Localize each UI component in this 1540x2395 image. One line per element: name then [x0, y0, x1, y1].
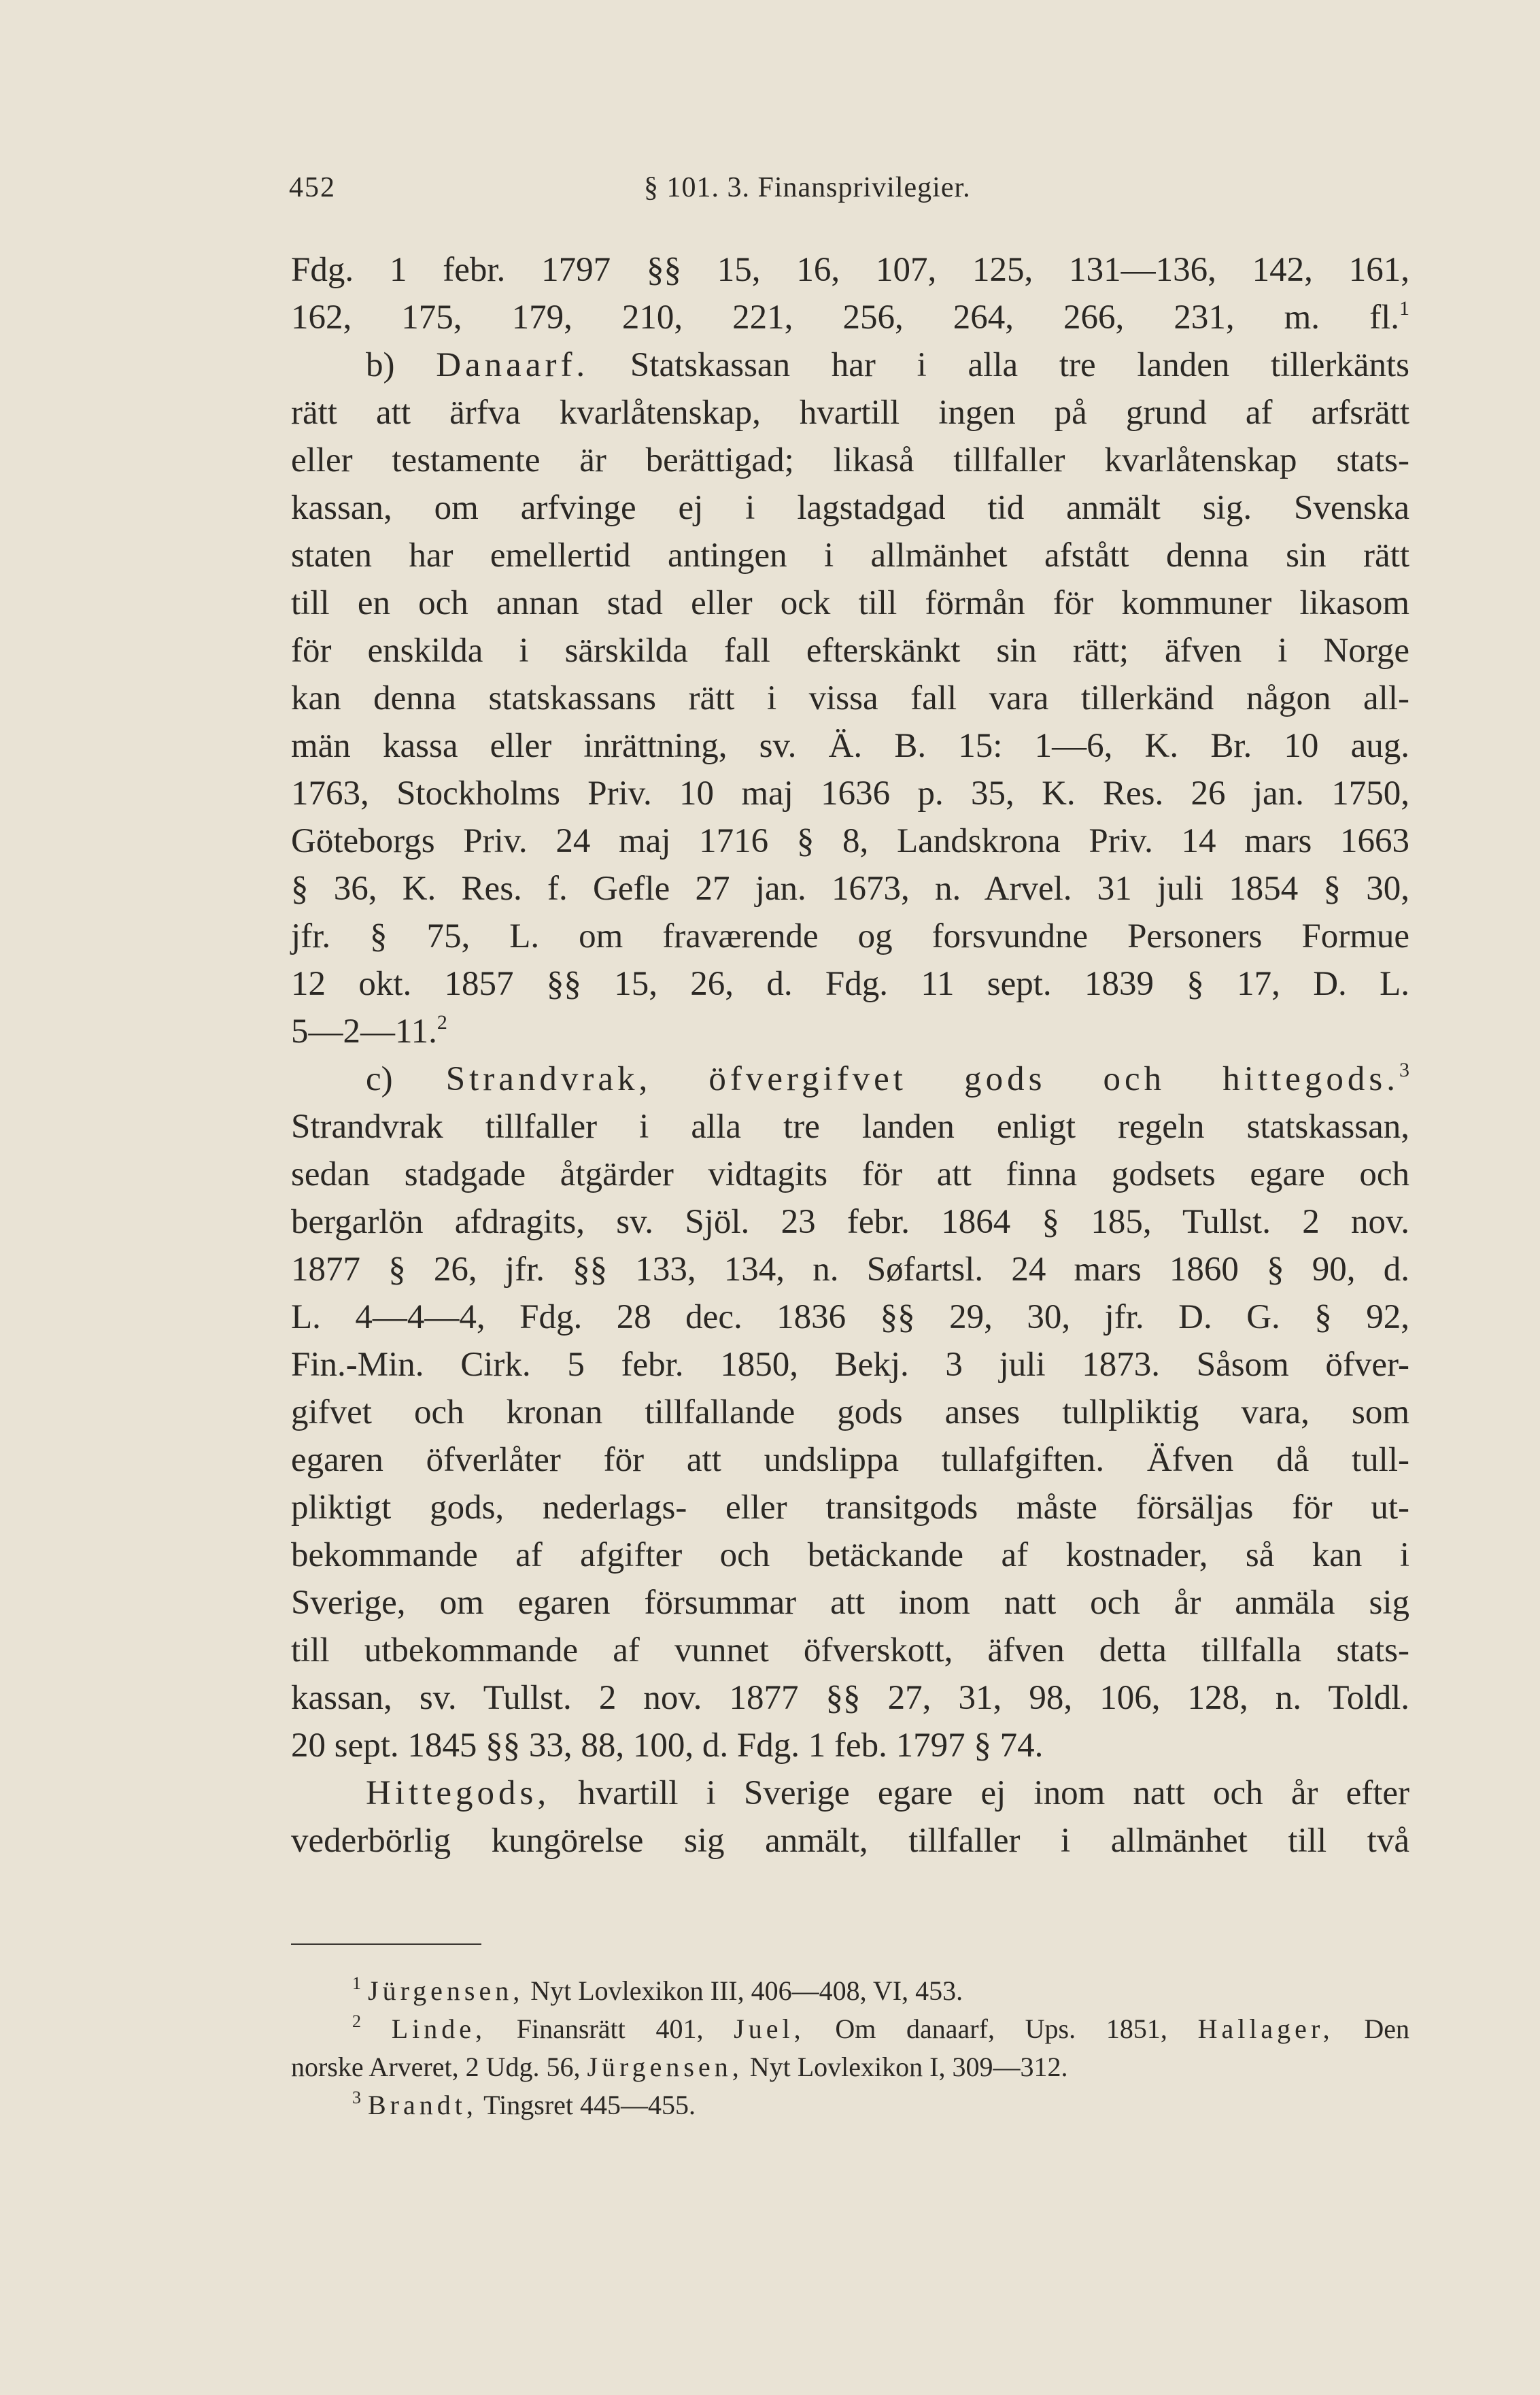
footnote-author: Jürgensen,: [587, 2052, 743, 2082]
footnote-2-continued: norske Arveret, 2 Udg. 56, Jürgensen, Nyt Lovlexikon I, 309—312.: [291, 2052, 1068, 2082]
text-line: Fin.-Min. Cirk. 5 febr. 1850, Bekj. 3 juli 1873. Såsom öfver-: [291, 1346, 1409, 1384]
text-line: kan denna statskassans rätt i vissa fall vara tillerkänd någon all-: [291, 679, 1409, 717]
footnote-3: $^3$ Brandt, Tingsret 445—455.: [352, 2088, 696, 2120]
page-header: [289, 171, 1411, 219]
text-line: 162, 175, 179, 210, 221, 256, 264, 266, 231, m. fl.$^1$: [291, 297, 1409, 337]
text-line: till utbekommande af vunnet öfverskott, äfven detta tillfalla stats-: [291, 1631, 1409, 1669]
text-line: staten har emellertid antingen i allmänhet afstått denna sin rätt: [291, 537, 1409, 575]
text-line: gifvet och kronan tillfallande gods anses tullpliktig vara, som: [291, 1393, 1409, 1431]
running-title: § 101. 3. Finansprivilegier.: [644, 172, 971, 203]
text-line: sedan stadgade åtgärder vidtagits för att finna godsets egare och: [291, 1155, 1409, 1193]
text-line: jfr. § 75, L. om fraværende og forsvundne Personers Formue: [291, 917, 1409, 955]
section-heading-danaarf: Danaarf.: [436, 346, 589, 384]
section-heading-hittegods: Hittegods,: [366, 1774, 551, 1812]
footnote-ref: 1: [1399, 297, 1409, 320]
footnote-ref: 2: [437, 1011, 447, 1034]
text-line: till en och annan stad eller ock till förmån för kommuner likasom: [291, 584, 1409, 622]
text-line: 1877 § 26, jfr. §§ 133, 134, n. Søfartsl. 24 mars 1860 § 90, d.: [291, 1251, 1409, 1289]
section-heading-strandvrak: Strandvrak, öfvergifvet gods och hittegods.: [445, 1060, 1399, 1098]
text-line: c) Strandvrak, öfvergifvet gods och hittegods.$^3$: [366, 1059, 1409, 1098]
text-line: eller testamente är berättigad; likaså tillfaller kvarlåtenskap stats-: [291, 441, 1409, 479]
text-line: pliktigt gods, nederlags- eller transitgods måste försäljas för ut-: [291, 1489, 1409, 1527]
text-line: Strandvrak tillfaller i alla tre landen enligt regeln statskassan,: [291, 1108, 1409, 1146]
text-line: vederbörlig kungörelse sig anmält, tillfaller i allmänhet till två: [291, 1822, 1409, 1860]
text-line: § 36, K. Res. f. Gefle 27 jan. 1673, n. Arvel. 31 juli 1854 § 30,: [291, 870, 1409, 908]
text-line: bergarlön afdragits, sv. Sjöl. 23 febr. 1864 § 185, Tullst. 2 nov.: [291, 1203, 1409, 1241]
text-line: män kassa eller inrättning, sv. Ä. B. 15: 1—6, K. Br. 10 aug.: [291, 727, 1409, 765]
text-line: kassan, om arfvinge ej i lagstadgad tid anmält sig. Svenska: [291, 489, 1409, 527]
text-line: b) Danaarf. Statskassan har i alla tre landen tillerkänts: [366, 346, 1410, 384]
footnote-divider: [291, 1943, 481, 1945]
text-line: bekommande af afgifter och betäckande af kostnader, så kan i: [291, 1536, 1409, 1574]
text-line: Göteborgs Priv. 24 maj 1716 § 8, Landskrona Priv. 14 mars 1663: [291, 822, 1409, 860]
footnote-1: $^1$ Jürgensen, Nyt Lovlexikon III, 406—408, VI, 453.: [352, 1973, 963, 2006]
text-line: rätt att ärfva kvarlåtenskap, hvartill ingen på grund af arfsrätt: [291, 394, 1409, 432]
text-line: L. 4—4—4, Fdg. 28 dec. 1836 §§ 29, 30, jfr. D. G. § 92,: [291, 1298, 1409, 1336]
footnote-author: Linde,: [391, 2014, 487, 2044]
footnote-author: Jürgensen,: [368, 1975, 524, 2006]
text-line: 5—2—11.$^2$: [291, 1011, 447, 1051]
footnote-author: Hallager,: [1197, 2014, 1334, 2044]
footnotes: [291, 1972, 1409, 2124]
footnote-author: Juel,: [734, 2014, 805, 2044]
text-line: Fdg. 1 febr. 1797 §§ 15, 16, 107, 125, 131—136, 142, 161,: [291, 251, 1409, 289]
text-line: 20 sept. 1845 §§ 33, 88, 100, d. Fdg. 1 feb. 1797 § 74.: [291, 1727, 1044, 1765]
footnote-2: $^2$ Linde, Finansrätt 401, Juel, Om danaarf, Ups. 1851, Hallager, Den: [352, 2011, 1410, 2044]
text-line: 1763, Stockholms Priv. 10 maj 1636 p. 35, K. Res. 26 jan. 1750,: [291, 775, 1409, 813]
text-line: egaren öfverlåter för att undslippa tullafgiften. Äfven då tull-: [291, 1441, 1409, 1479]
body-text: [291, 246, 1409, 1865]
page-number: 452: [289, 172, 336, 203]
text-line: Hittegods, hvartill i Sverige egare ej inom natt och år efter: [366, 1774, 1409, 1812]
footnote-author: Brandt,: [368, 2090, 477, 2120]
text-line: 12 okt. 1857 §§ 15, 26, d. Fdg. 11 sept. 1839 § 17, D. L.: [291, 965, 1409, 1003]
text-line: för enskilda i särskilda fall efterskänkt sin rätt; äfven i Norge: [291, 632, 1409, 670]
footnote-ref: 3: [1399, 1059, 1409, 1081]
text-line: Sverige, om egaren försummar att inom natt och år anmäla sig: [291, 1584, 1409, 1622]
text-line: kassan, sv. Tullst. 2 nov. 1877 §§ 27, 31, 98, 106, 128, n. Toldl.: [291, 1679, 1409, 1717]
